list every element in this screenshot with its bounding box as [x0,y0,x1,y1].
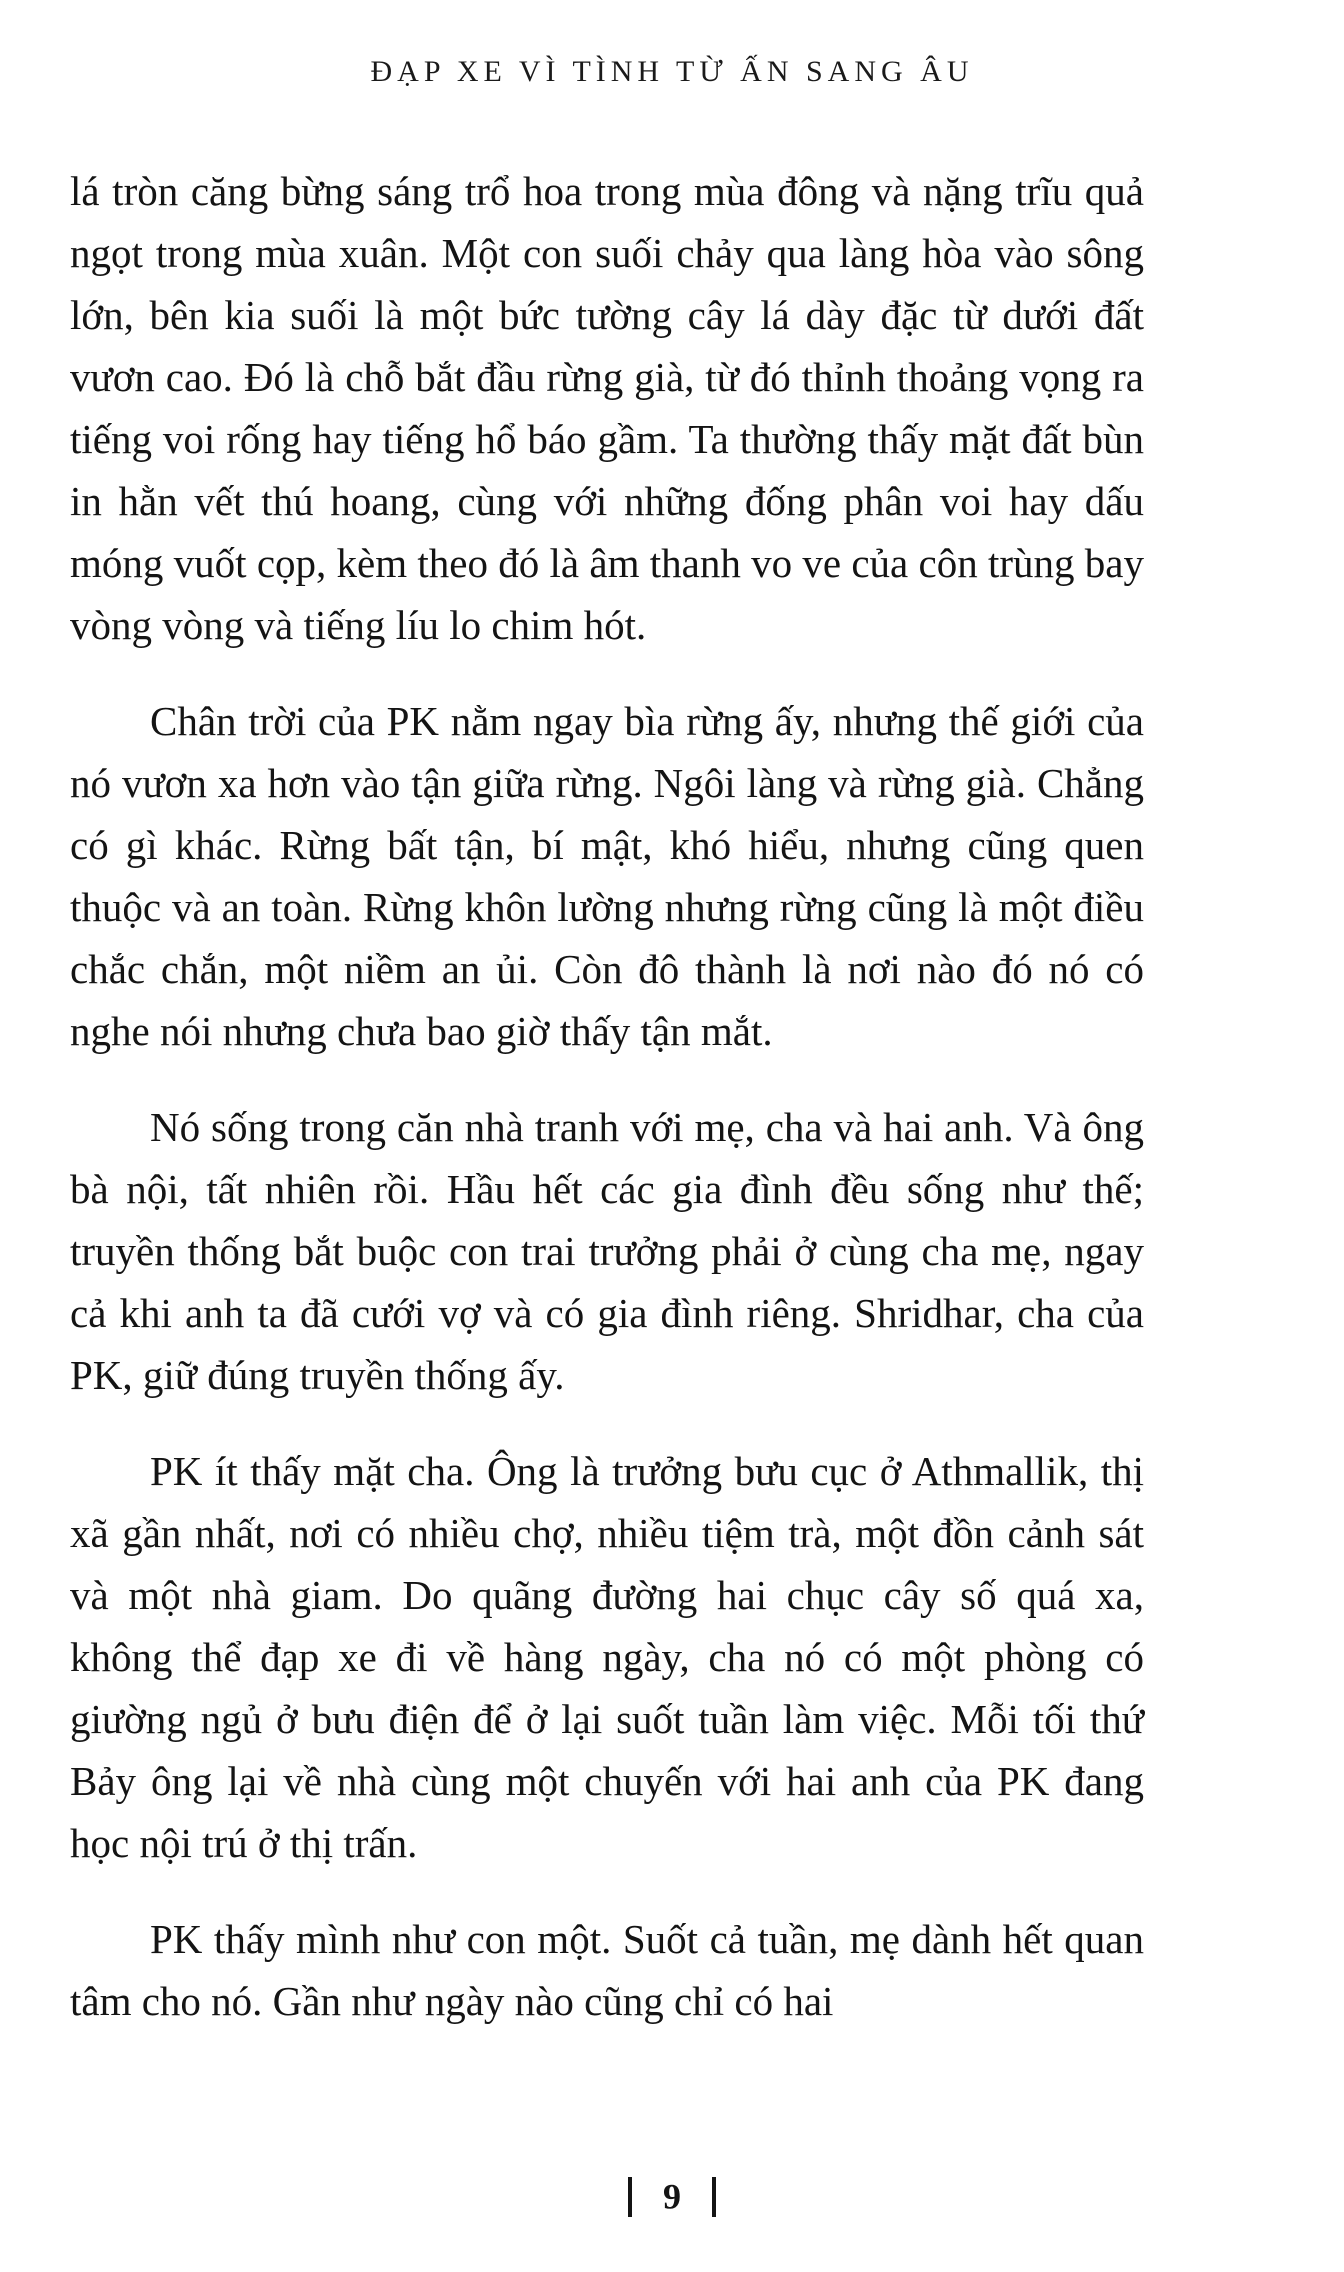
running-header-title: ĐẠP XE VÌ TÌNH TỪ ẤN SANG ÂU [370,55,974,88]
page-number-footer [0,2172,1344,2218]
paragraph: PK thấy mình như con một. Suốt cả tuần, mẹ dành hết quan tâm cho nó. Gần như ngày nào cũng chỉ có hai [70,1916,1144,2024]
folio-rule-right [712,2177,716,2217]
paragraph: Chân trời của PK nằm ngay bìa rừng ấy, nhưng thế giới của nó vươn xa hơn vào tận giữa rừng. Ngôi làng và rừng già. Chẳng có gì khác. Rừng bất tận, bí mật, khó hiểu, nhưng cũng quen thuộc và an toàn. Rừng khôn lường nhưng rừng cũng là một điều chắc chắn, một niềm an ủi. Còn đô thành là nơi nào đó nó có nghe nói nhưng chưa bao giờ thấy tận mắt. [70,698,1144,1054]
body-text [70,160,1144,2066]
paragraph: PK ít thấy mặt cha. Ông là trưởng bưu cục ở Athmallik, thị xã gần nhất, nơi có nhiều chợ, nhiều tiệm trà, một đồn cảnh sát và một nhà giam. Do quãng đường hai chục cây số quá xa, không thể đạp xe đi về hàng ngày, cha nó có một phòng có giường ngủ ở bưu điện để ở lại suốt tuần làm việc. Mỗi tối thứ Bảy ông lại về nhà cùng một chuyến với hai anh của PK đang học nội trú ở thị trấn. [70,1448,1144,1866]
folio-rule-left [628,2177,632,2217]
paragraph: Nó sống trong căn nhà tranh với mẹ, cha và hai anh. Và ông bà nội, tất nhiên rồi. Hầu hết các gia đình đều sống như thế; truyền thống bắt buộc con trai trưởng phải ở cùng cha mẹ, ngay cả khi anh ta đã cưới vợ và có gia đình riêng. Shridhar, cha của PK, giữ đúng truyền thống ấy. [70,1104,1144,1398]
page-number: 9 [663,2176,681,2217]
paragraph-continuation: lá tròn căng bừng sáng trổ hoa trong mùa đông và nặng trĩu quả ngọt trong mùa xuân. Một con suối chảy qua làng hòa vào sông lớn, bên kia suối là một bức tường cây lá dày đặc từ dưới đất vươn cao. Đó là chỗ bắt đầu rừng già, từ đó thỉnh thoảng vọng ra tiếng voi rống hay tiếng hổ báo gầm. Ta thường thấy mặt đất bùn in hằn vết thú hoang, cùng với những đống phân voi hay dấu móng vuốt cọp, kèm theo đó là âm thanh vo ve của côn trùng bay vòng vòng và tiếng líu lo chim hót. [70,168,1144,648]
